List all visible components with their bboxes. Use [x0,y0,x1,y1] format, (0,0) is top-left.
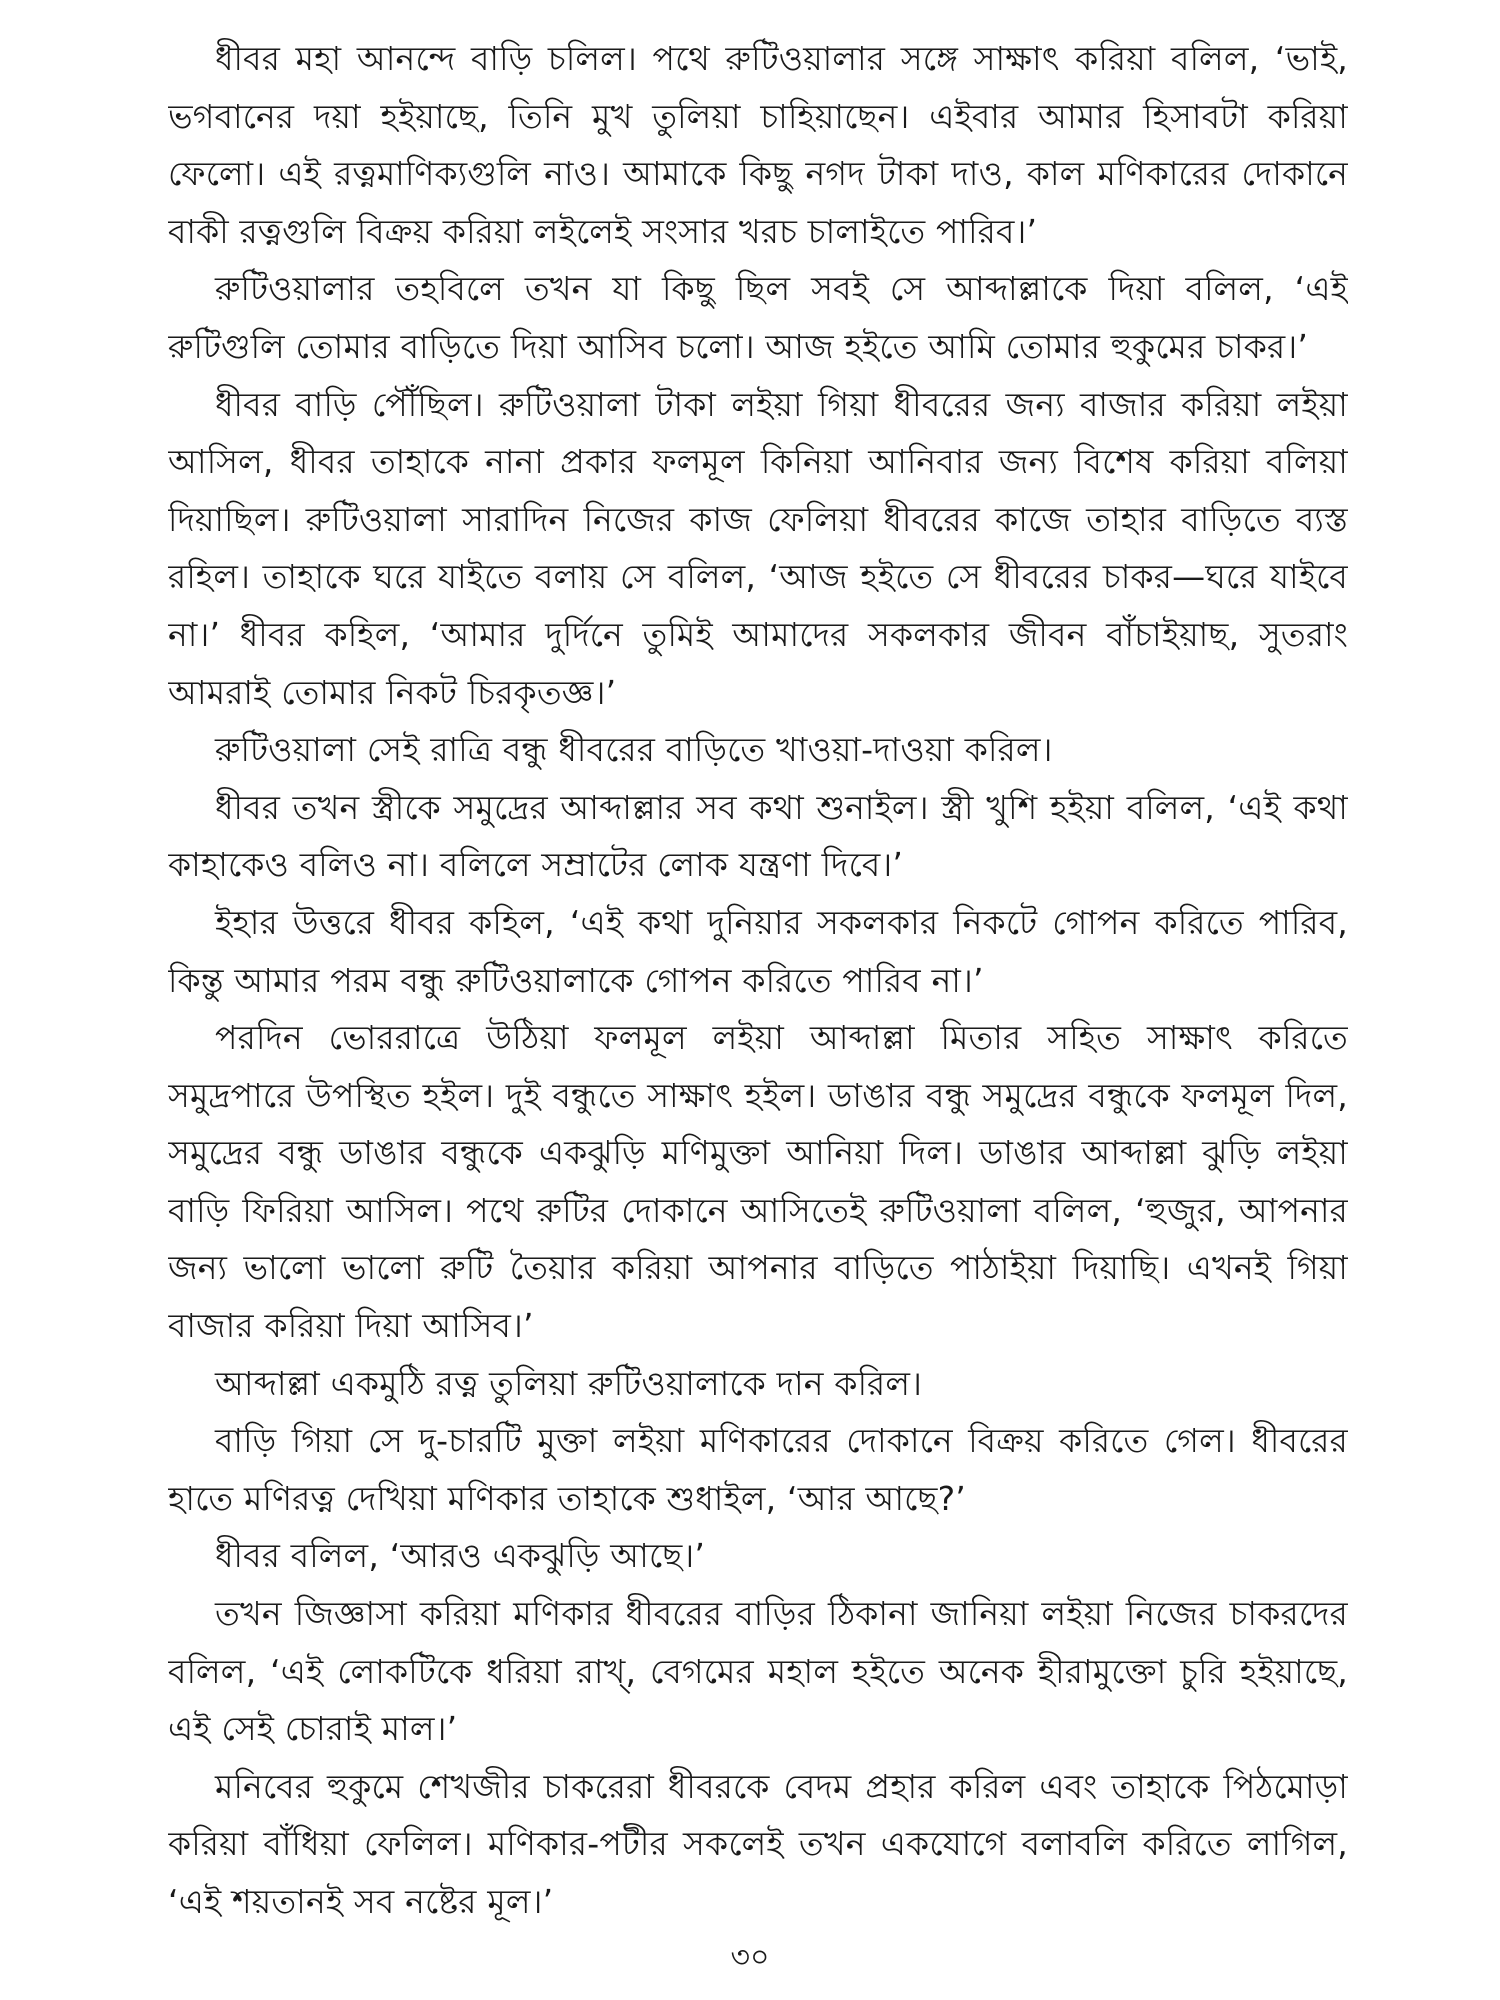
paragraph: বাড়ি গিয়া সে দু-চারটি মুক্তা লইয়া মণিকারের দোকানে বিক্রয় করিতে গেল। ধীবরের হাতে মণিরত্ন দেখিয়া মণিকার তাহাকে শুধাইল, ‘আর আছে?’ [168,1421,1348,1518]
paragraph: রুটিওয়ালার তহবিলে তখন যা কিছু ছিল সবই সে আব্দাল্লাকে দিয়া বলিল, ‘এই রুটিগুলি তোমার বাড়িতে দিয়া আসিব চলো। আজ হইতে আমি তোমার হুকুমের চাকর।’ [168,269,1348,366]
paragraph: ধীবর বাড়ি পৌঁছিল। রুটিওয়ালা টাকা লইয়া গিয়া ধীবরের জন্য বাজার করিয়া লইয়া আসিল, ধীবর তাহাকে নানা প্রকার ফলমূল কিনিয়া আনিবার জন্য বিশেষ করিয়া বলিয়া দিয়াছিল। রুটিওয়ালা সারাদিন নিজের কাজ ফেলিয়া ধীবরের কাজে তাহার বাড়িতে ব্যস্ত রহিল। তাহাকে ঘরে যাইতে বলায় সে বলিল, ‘আজ হইতে সে ধীবরের চাকর—ঘরে যাইবে না।’ ধীবর কহিল, ‘আমার দুর্দিনে তুমিই আমাদের সকলকার জীবন বাঁচাইয়াছ, সুতরাং আমরাই তোমার নিকট চিরকৃতজ্ঞ।’ [168,384,1348,712]
paragraph: আব্দাল্লা একমুঠি রত্ন তুলিয়া রুটিওয়ালাকে দান করিল। [215,1363,923,1403]
paragraph: ধীবর মহা আনন্দে বাড়ি চলিল। পথে রুটিওয়ালার সঙ্গে সাক্ষাৎ করিয়া বলিল, ‘ভাই, ভগবানের দয়া হইয়াছে, তিনি মুখ তুলিয়া চাহিয়াছেন। এইবার আমার হিসাবটা করিয়া ফেলো। এই রত্নমাণিক্যগুলি নাও। আমাকে কিছু নগদ টাকা দাও, কাল মণিকারের দোকানে বাকী রত্নগুলি বিক্রয় করিয়া লইলেই সংসার খরচ চালাইতে পারিব।’ [168,39,1348,251]
paragraph: ধীবর তখন স্ত্রীকে সমুদ্রের আব্দাল্লার সব কথা শুনাইল। স্ত্রী খুশি হইয়া বলিল, ‘এই কথা কাহাকেও বলিও না। বলিলে সম্রাটের লোক যন্ত্রণা দিবে।’ [168,787,1348,885]
paragraph: ইহার উত্তরে ধীবর কহিল, ‘এই কথা দুনিয়ার সকলকার নিকটে গোপন করিতে পারিব, কিন্তু আমার পরম বন্ধু রুটিওয়ালাকে গোপন করিতে পারিব না।’ [168,902,1348,1000]
paragraph: পরদিন ভোররাত্রে উঠিয়া ফলমূল লইয়া আব্দাল্লা মিতার সহিত সাক্ষাৎ করিতে সমুদ্রপারে উপস্থিত হইল। দুই বন্ধুতে সাক্ষাৎ হইল। ডাঙার বন্ধু সমুদ্রের বন্ধুকে ফলমূল দিল, সমুদ্রের বন্ধু ডাঙার বন্ধুকে একঝুড়ি মণিমুক্তা আনিয়া দিল। ডাঙার আব্দাল্লা ঝুড়ি লইয়া বাড়ি ফিরিয়া আসিল। পথে রুটির দোকানে আসিতেই রুটিওয়ালা বলিল, ‘হুজুর, আপনার জন্য ভালো ভালো রুটি তৈয়ার করিয়া আপনার বাড়িতে পাঠাইয়া দিয়াছি। এখনই গিয়া বাজার করিয়া দিয়া আসিব।’ [168,1018,1348,1346]
paragraph: ধীবর বলিল, ‘আরও একঝুড়ি আছে।’ [215,1536,706,1576]
paragraph: তখন জিজ্ঞাসা করিয়া মণিকার ধীবরের বাড়ির ঠিকানা জানিয়া লইয়া নিজের চাকরদের বলিল, ‘এই লোকটিকে ধরিয়া রাখ্, বেগমের মহাল হইতে অনেক হীরামুক্তো চুরি হইয়াছে, এই সেই চোরাই মাল।’ [168,1594,1348,1749]
paragraph: রুটিওয়ালা সেই রাত্রি বন্ধু ধীবরের বাড়িতে খাওয়া-দাওয়া করিল। [215,730,1053,770]
page-number: ৩০ [730,1940,770,1975]
page-body [168,30,1348,1930]
paragraph: মনিবের হুকুমে শেখজীর চাকরেরা ধীবরকে বেদম প্রহার করিল এবং তাহাকে পিঠমোড়া করিয়া বাঁধিয়া ফেলিল। মণিকার-পটীর সকলেই তখন একযোগে বলাবলি করিতে লাগিল, ‘এই শয়তানই সব নষ্টের মূল।’ [168,1766,1348,1921]
